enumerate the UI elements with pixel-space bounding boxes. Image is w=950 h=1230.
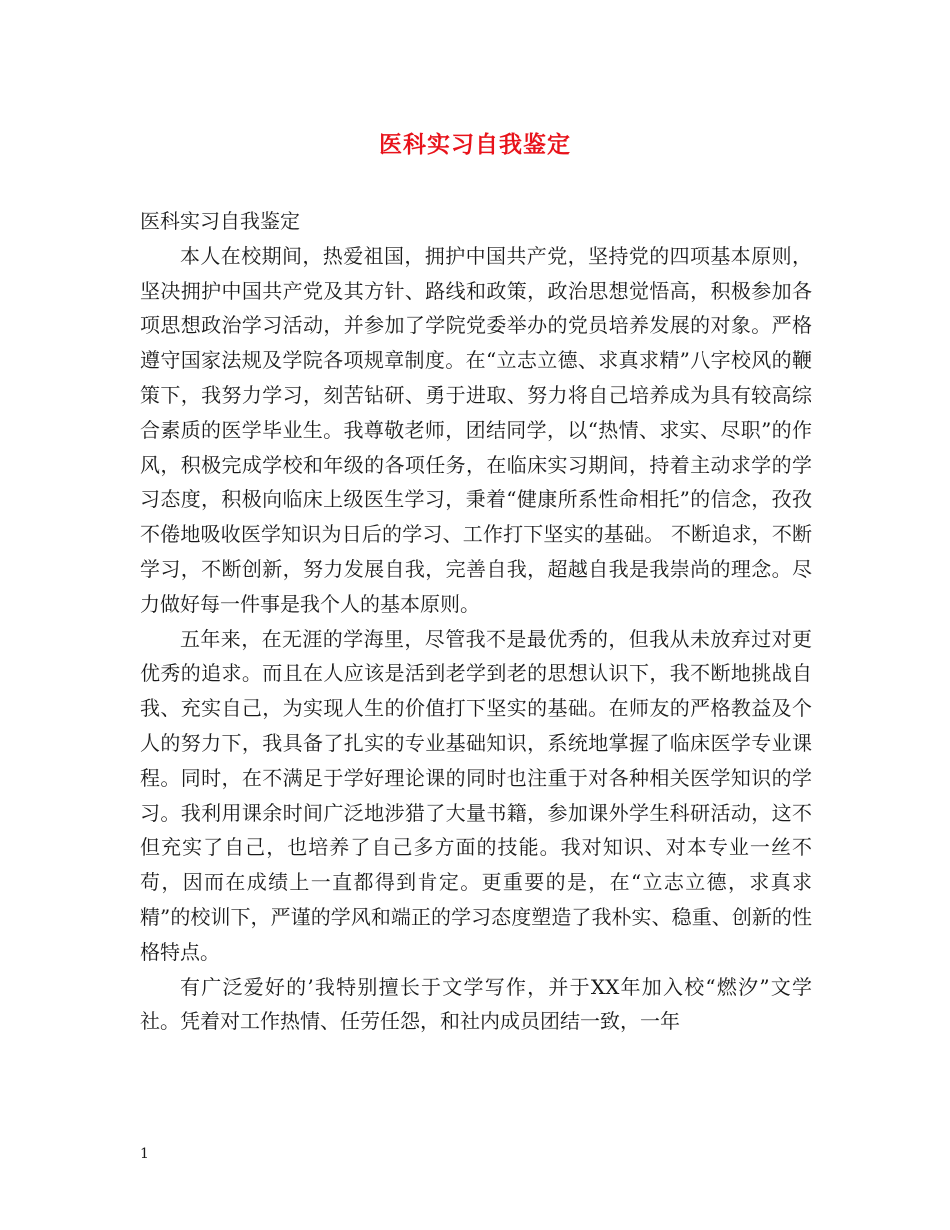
document-body bbox=[140, 204, 812, 1039]
document-title: 医科实习自我鉴定 bbox=[379, 131, 571, 158]
page-number: 1 bbox=[140, 1146, 149, 1162]
paragraph-1: 本人在校期间，热爱祖国，拥护中国共产党，坚持党的四项基本原则，坚决拥护中国共产党及其方针、路线和政策，政治思想觉悟高，积极参加各项思想政治学习活动，并参加了学院党委举办的党员培养发展的对象。严格遵守国家法规及学院各项规章制度。在“立志立德、求真求精”八字校风的鞭策下，我努力学习，刻苦钻研、勇于进取、努力将自己培养成为具有较高综合素质的医学毕业生。我尊敬老师，团结同学，以“热情、求实、尽职”的作风，积极完成学校和年级的各项任务，在临床实习期间，持着主动求学的学习态度，积极向临床上级医生学习，秉着“健康所系性命相托”的信念，孜孜不倦地吸收医学知识为日后的学习、工作打下坚实的基础。 不断追求，不断学习，不断创新，努力发展自我，完善自我，超越自我是我崇尚的理念。尽力做好每一件事是我个人的基本原则。 bbox=[140, 243, 812, 616]
paragraph-2: 五年来，在无涯的学海里，尽管我不是最优秀的，但我从未放弃过对更优秀的追求。而且在人应该是活到老学到老的思想认识下，我不断地挑战自我、充实自己，为实现人生的价值打下坚实的基础。在师友的严格教益及个人的努力下，我具备了扎实的专业基础知识，系统地掌握了临床医学专业课程。同时，在不满足于学好理论课的同时也注重于对各种相关医学知识的学习。我利用课余时间广泛地涉猎了大量书籍，参加课外学生科研活动，这不但充实了自己，也培养了自己多方面的技能。我对知识、对本专业一丝不苟，因而在成绩上一直都得到肯定。更重要的是，在“立志立德，求真求精”的校训下，严谨的学风和端正的学习态度塑造了我朴实、稳重、创新的性格特点。 bbox=[140, 626, 812, 964]
document-subtitle: 医科实习自我鉴定 bbox=[140, 209, 300, 233]
paragraph-3: 有广泛爱好的’我特别擅长于文学写作，并于XX年加入校“燃汐”文学社。凭着对工作热情、任劳任怨，和社内成员团结一致，一年 bbox=[140, 974, 812, 1034]
